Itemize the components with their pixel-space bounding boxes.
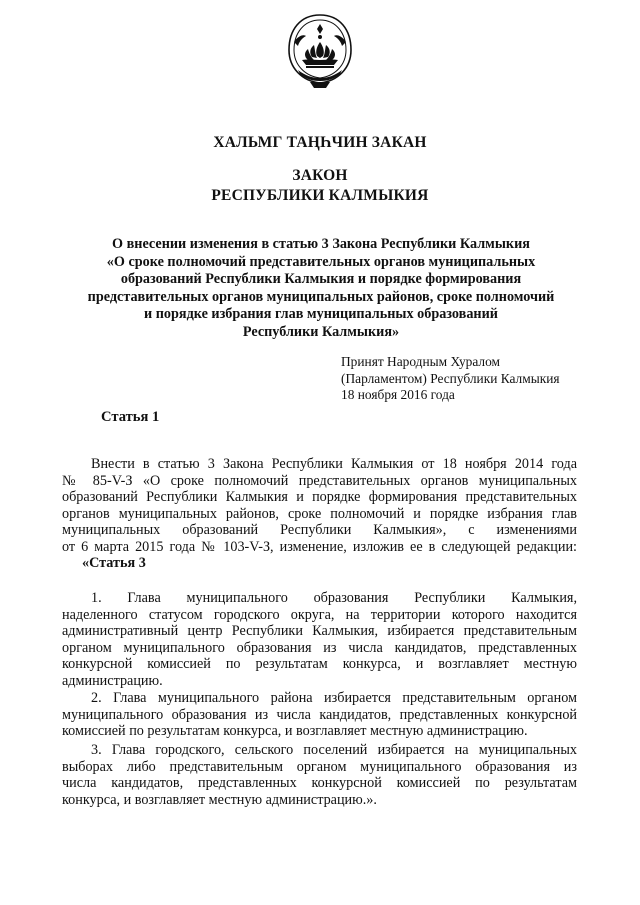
text-line: Внести в статью 3 Закона Республики Калмыкия от 18 ноября 2014 года [91,456,577,472]
text-line: конкурсной комиссией по результатам конкурса, и возглавляет местную [62,656,577,672]
article-3-quoted-heading: «Статья 3 [82,555,146,571]
republic-heading: РЕСПУБЛИКИ КАЛМЫКИЯ [211,187,429,204]
text-line: муниципального образования из числа кандидатов, представленных конкурсной [62,706,577,723]
article-3-paragraph-2 [62,690,577,740]
text-line: комиссией по результатам конкурса, и возглавляет местную администрацию. [62,723,528,739]
text-line: образований Республики Калмыкия и порядке формирования представительных [62,489,577,505]
text-line: числа кандидатов, представленных конкурсной комиссией по результатам [62,775,577,791]
adoption-date: 18 ноября 2016 года [341,387,455,402]
law-title-line: образований Республики Калмыкия и порядке формирования [120,271,522,288]
adoption-line: Принят Народным Хуралом [341,354,501,369]
law-heading: ЗАКОН [292,167,348,184]
law-title-line: О внесении изменения в статью 3 Закона Республики Калмыкия [112,236,530,252]
coat-of-arms-emblem-icon [284,12,356,90]
text-line: администрацию. [62,672,163,689]
text-line: административный центр Республики Калмыкия, избирается представительным [62,623,577,639]
text-line: органов муниципальных районов, сроке полномочий и порядке избрания глав [62,505,577,522]
text-line: 2. Глава муниципального района избирается представительным органом [91,690,577,706]
law-title [66,236,576,342]
text-line: конкурса, и возглавляет местную администрацию.». [62,791,377,808]
article-3-paragraph-1 [62,590,577,689]
article-1-text [62,456,577,572]
text-line: органом муниципального образования из числа кандидатов, представленных [62,639,577,656]
text-line: 3. Глава городского, сельского поселений избирается на муниципальных [91,742,577,758]
text-line: № 85-V-З «О сроке полномочий представительных органов муниципальных [62,472,577,489]
law-title-line: представительных органов муниципальных районов, сроке полномочий [87,288,555,305]
adoption-note [341,354,560,404]
law-title-line: Республики Калмыкия» [242,323,400,340]
text-line: от 6 марта 2015 года № 103-V-З, изменение, изложив ее в следующей редакции: [62,538,577,555]
kalmyk-law-title: ХАЛЬМГ ТАҢҺЧИН ЗАКАН [213,134,427,151]
law-title-line: и порядке избрания глав муниципальных образований [144,306,498,323]
text-line: муниципальных образований Республики Калмыкия», с изменениями [62,522,577,538]
law-title-line: «О сроке полномочий представительных органов муниципальных [106,253,536,270]
text-line: 1. Глава муниципального образования Республики Калмыкия, [91,590,577,606]
text-line: выборах либо представительным органом муниципального образования из [62,758,577,775]
article-3-paragraph-3 [62,742,577,808]
adoption-line: (Парламентом) Республики Калмыкия [341,370,560,386]
text-line: наделенного статусом городского округа, на территории которого находится [62,606,577,623]
article-1-heading: Статья 1 [101,409,160,425]
